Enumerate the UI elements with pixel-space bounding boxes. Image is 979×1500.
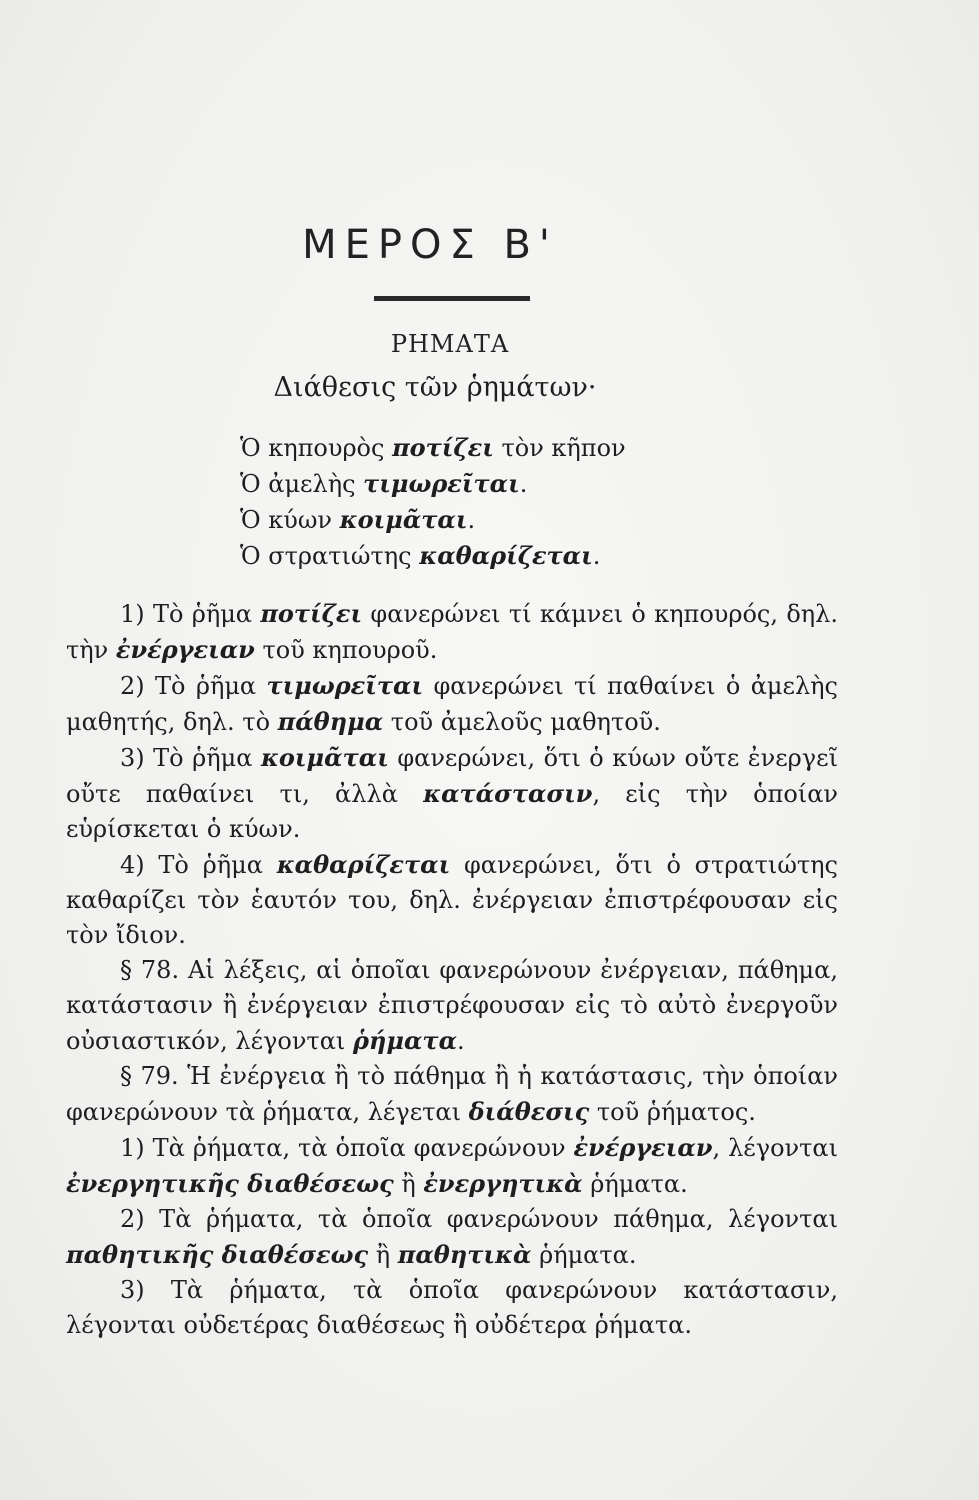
section-title: ΡΗΜΑΤΑ bbox=[390, 330, 510, 358]
example-verb: ποτίζει bbox=[392, 433, 494, 462]
emphasized-term: καθαρίζεται bbox=[276, 850, 451, 879]
paragraph-text: 2) Τὰ ῥήματα, τὰ ὁποῖα φανερώνουν πάθημα, λέγονται bbox=[120, 1205, 838, 1233]
paragraph-text: 2) Τὸ ῥῆμα bbox=[120, 672, 267, 700]
emphasized-term: τιμωρεῖται bbox=[266, 671, 424, 700]
paragraph-text: φανερώνει, ὅτι ὁ στρατιώτης καθαρίζει τὸν ἑαυτόν του, δηλ. ἐνέργειαν ἐπιστρέφουσαν εἰς τὸν ἴδιον. bbox=[66, 851, 838, 949]
emphasized-term: ἐνέργειαν bbox=[115, 635, 255, 664]
paragraph-text: φανερώνει τί κάμνει ὁ κηπουρός, δηλ. τὴν bbox=[66, 600, 838, 664]
paragraph-text: τοῦ κηπουροῦ. bbox=[254, 636, 438, 664]
paragraph bbox=[66, 1059, 838, 1130]
paragraph-text: 1) Τὰ ῥήματα, τὰ ὁποῖα φανερώνουν bbox=[120, 1134, 574, 1162]
paragraph bbox=[66, 596, 838, 668]
paragraph-text: . bbox=[457, 1027, 465, 1055]
emphasized-term: διάθεσις bbox=[468, 1097, 590, 1126]
paragraph-text: 4) Τὸ ῥῆμα bbox=[120, 851, 277, 879]
paragraph-text: § 78. Αἱ λέξεις, αἱ ὁποῖαι φανερώνουν ἐνέργειαν, πάθημα, κατάστασιν ἢ ἐνέργειαν ἐπιστρέφουσαν εἰς τὸ αὐτὸ ἐνεργοῦν οὐσιαστικόν, λέγονται bbox=[66, 956, 838, 1055]
paragraph bbox=[66, 847, 838, 953]
example-line bbox=[240, 538, 760, 574]
paragraph-text: τοῦ ῥήματος. bbox=[589, 1098, 756, 1126]
paragraph-text: ἢ bbox=[393, 1170, 424, 1198]
paragraph bbox=[66, 1273, 838, 1343]
emphasized-term: παθητικὰ bbox=[397, 1240, 532, 1269]
subtitle: Διάθεσις τῶν ῥημάτων· bbox=[273, 372, 597, 403]
paragraph bbox=[66, 1130, 838, 1202]
example-verb: κοιμᾶται bbox=[339, 505, 468, 534]
emphasized-term: ῥήματα bbox=[352, 1026, 458, 1055]
emphasized-term: ποτίζει bbox=[260, 599, 363, 628]
emphasized-term: παθητικῆς διαθέσεως bbox=[66, 1240, 369, 1269]
body-text bbox=[66, 596, 838, 1343]
paragraph-text: ῥήματα. bbox=[531, 1241, 637, 1269]
paragraph-text: 3) Τὰ ῥήματα, τὰ ὁποῖα φανερώνουν κατάστασιν, λέγονται οὐδετέρας διαθέσεως ἢ οὐδέτερα ῥήματα. bbox=[66, 1276, 838, 1339]
paragraph-text: § 79. Ἡ ἐνέργεια ἢ τὸ πάθημα ἢ ἡ κατάστασις, τὴν ὁποίαν φανερώνουν τὰ ῥήματα, λέγεται bbox=[66, 1062, 838, 1126]
paragraph bbox=[66, 668, 838, 740]
paragraph-text: ἢ bbox=[368, 1241, 398, 1269]
emphasized-term: κατάστασιν bbox=[423, 779, 593, 808]
example-text: Ὁ κηπουρὸς bbox=[240, 434, 393, 462]
example-text: Ὁ ἀμελὴς bbox=[240, 470, 364, 498]
example-sentences bbox=[240, 430, 760, 574]
emphasized-term: ἐνέργειαν bbox=[573, 1133, 713, 1162]
paragraph-text: τοῦ ἀμελοῦς μαθητοῦ. bbox=[383, 708, 661, 736]
emphasized-term: πάθημα bbox=[277, 707, 384, 736]
example-verb: καθαρίζεται bbox=[419, 541, 593, 570]
example-text: Ὁ στρατιώτης bbox=[240, 542, 420, 570]
emphasized-term: ἐνεργητικὰ bbox=[423, 1169, 583, 1198]
emphasized-term: κοιμᾶται bbox=[260, 743, 389, 772]
title-rule bbox=[374, 296, 530, 301]
part-title: ΜΕΡΟΣ Β' bbox=[302, 222, 558, 268]
example-line bbox=[240, 430, 760, 466]
paragraph bbox=[66, 953, 838, 1059]
example-line bbox=[240, 466, 760, 502]
example-text: . bbox=[467, 506, 476, 534]
paragraph-text: 3) Τὸ ῥῆμα bbox=[120, 744, 261, 772]
example-text: . bbox=[592, 542, 601, 570]
paragraph-text: 1) Τὸ ῥῆμα bbox=[120, 600, 261, 628]
example-text: Ὁ κύων bbox=[240, 506, 340, 534]
paragraph-text: ῥήματα. bbox=[582, 1170, 688, 1198]
paragraph-text: , λέγονται bbox=[712, 1134, 838, 1162]
paragraph bbox=[66, 740, 838, 847]
paragraph-text: , εἰς τὴν ὁποίαν εὑρίσκεται ὁ κύων. bbox=[66, 780, 838, 843]
example-text: τὸν κῆπον bbox=[493, 434, 626, 462]
example-text: . bbox=[519, 470, 528, 498]
paragraph-text: φανερώνει, ὅτι ὁ κύων οὔτε ἐνεργεῖ οὔτε παθαίνει τι, ἀλλὰ bbox=[66, 744, 838, 808]
paragraph bbox=[66, 1202, 838, 1273]
paragraph-text: φανερώνει τί παθαίνει ὁ ἀμελὴς μαθητής, δηλ. τὸ bbox=[66, 672, 838, 736]
example-line bbox=[240, 502, 760, 538]
emphasized-term: ἐνεργητικῆς διαθέσεως bbox=[66, 1169, 394, 1198]
example-verb: τιμωρεῖται bbox=[363, 469, 520, 498]
